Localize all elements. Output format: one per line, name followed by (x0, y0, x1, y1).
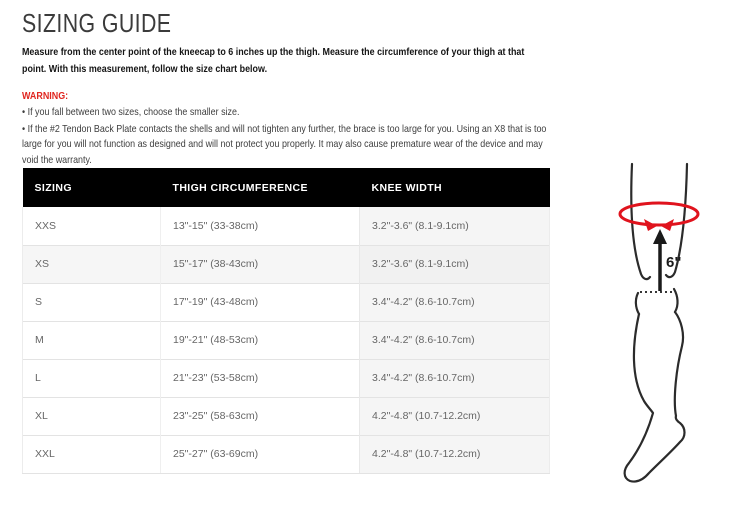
leg-measurement-illustration (580, 150, 732, 513)
table-row (23, 397, 550, 435)
column-header-thigh-circumference: THIGH CIRCUMFERENCE (161, 168, 360, 207)
table-header-row (23, 168, 550, 207)
warning-bullet: • If you fall between two sizes, choose the smaller size. (22, 106, 240, 118)
sizing-cell: XL (23, 397, 161, 435)
knee-width-cell: 4.2"-4.8" (10.7-12.2cm) (360, 397, 550, 435)
sizing-cell: XS (23, 245, 161, 283)
thigh-circumference-cell: 21"-23" (53-58cm) (161, 359, 360, 397)
kneecap-outline-left (636, 293, 639, 314)
kneecap-outline-right (674, 289, 678, 312)
table-row (23, 435, 550, 473)
table-row (23, 321, 550, 359)
thigh-circumference-cell: 15"-17" (38-43cm) (161, 245, 360, 283)
warning-bullets (22, 105, 559, 169)
sizing-cell: XXS (23, 207, 161, 245)
sizing-cell: L (23, 359, 161, 397)
column-header-sizing: SIZING (23, 168, 161, 207)
page-title: SIZING GUIDE (22, 8, 172, 38)
thigh-circumference-cell: 17"-19" (43-48cm) (161, 283, 360, 321)
thigh-circumference-cell: 19"-21" (48-53cm) (161, 321, 360, 359)
knee-width-cell: 3.2"-3.6" (8.1-9.1cm) (360, 245, 550, 283)
sizing-cell: XXL (23, 435, 161, 473)
thigh-circumference-cell: 25"-27" (63-69cm) (161, 435, 360, 473)
sizing-cell: M (23, 321, 161, 359)
knee-width-cell: 3.4"-4.2" (8.6-10.7cm) (360, 321, 550, 359)
intro-text: Measure from the center point of the kneecap to 6 inches up the thigh. Measure the circumference of your thigh at that point. With this measurement, follow the size chart below. (22, 46, 525, 75)
knee-width-cell: 4.2"-4.8" (10.7-12.2cm) (360, 435, 550, 473)
six-inch-arrow-head (653, 229, 667, 244)
size-chart-table (22, 168, 550, 474)
table-row (23, 283, 550, 321)
knee-width-cell: 3.4"-4.2" (8.6-10.7cm) (360, 359, 550, 397)
warning-bullet: • If the #2 Tendon Back Plate contacts the shells and will not tighten any further, the brace is too large for you. Using an X8 that is too large for you will not function as designed and will not protect you properly. It may also cause premature wear of the device and may void the warranty. (22, 122, 547, 166)
calf-and-foot-outline (625, 312, 685, 482)
thigh-circumference-cell: 23"-25" (58-63cm) (161, 397, 360, 435)
sizing-cell: S (23, 283, 161, 321)
thigh-circumference-cell: 13"-15" (33-38cm) (161, 207, 360, 245)
six-inch-label: 6" (666, 254, 682, 271)
warning-heading: WARNING: (22, 90, 69, 102)
table-row (23, 207, 550, 245)
knee-width-cell: 3.2"-3.6" (8.1-9.1cm) (360, 207, 550, 245)
table-row (23, 245, 550, 283)
column-header-knee-width: KNEE WIDTH (360, 168, 550, 207)
knee-width-cell: 3.4"-4.2" (8.6-10.7cm) (360, 283, 550, 321)
table-row (23, 359, 550, 397)
